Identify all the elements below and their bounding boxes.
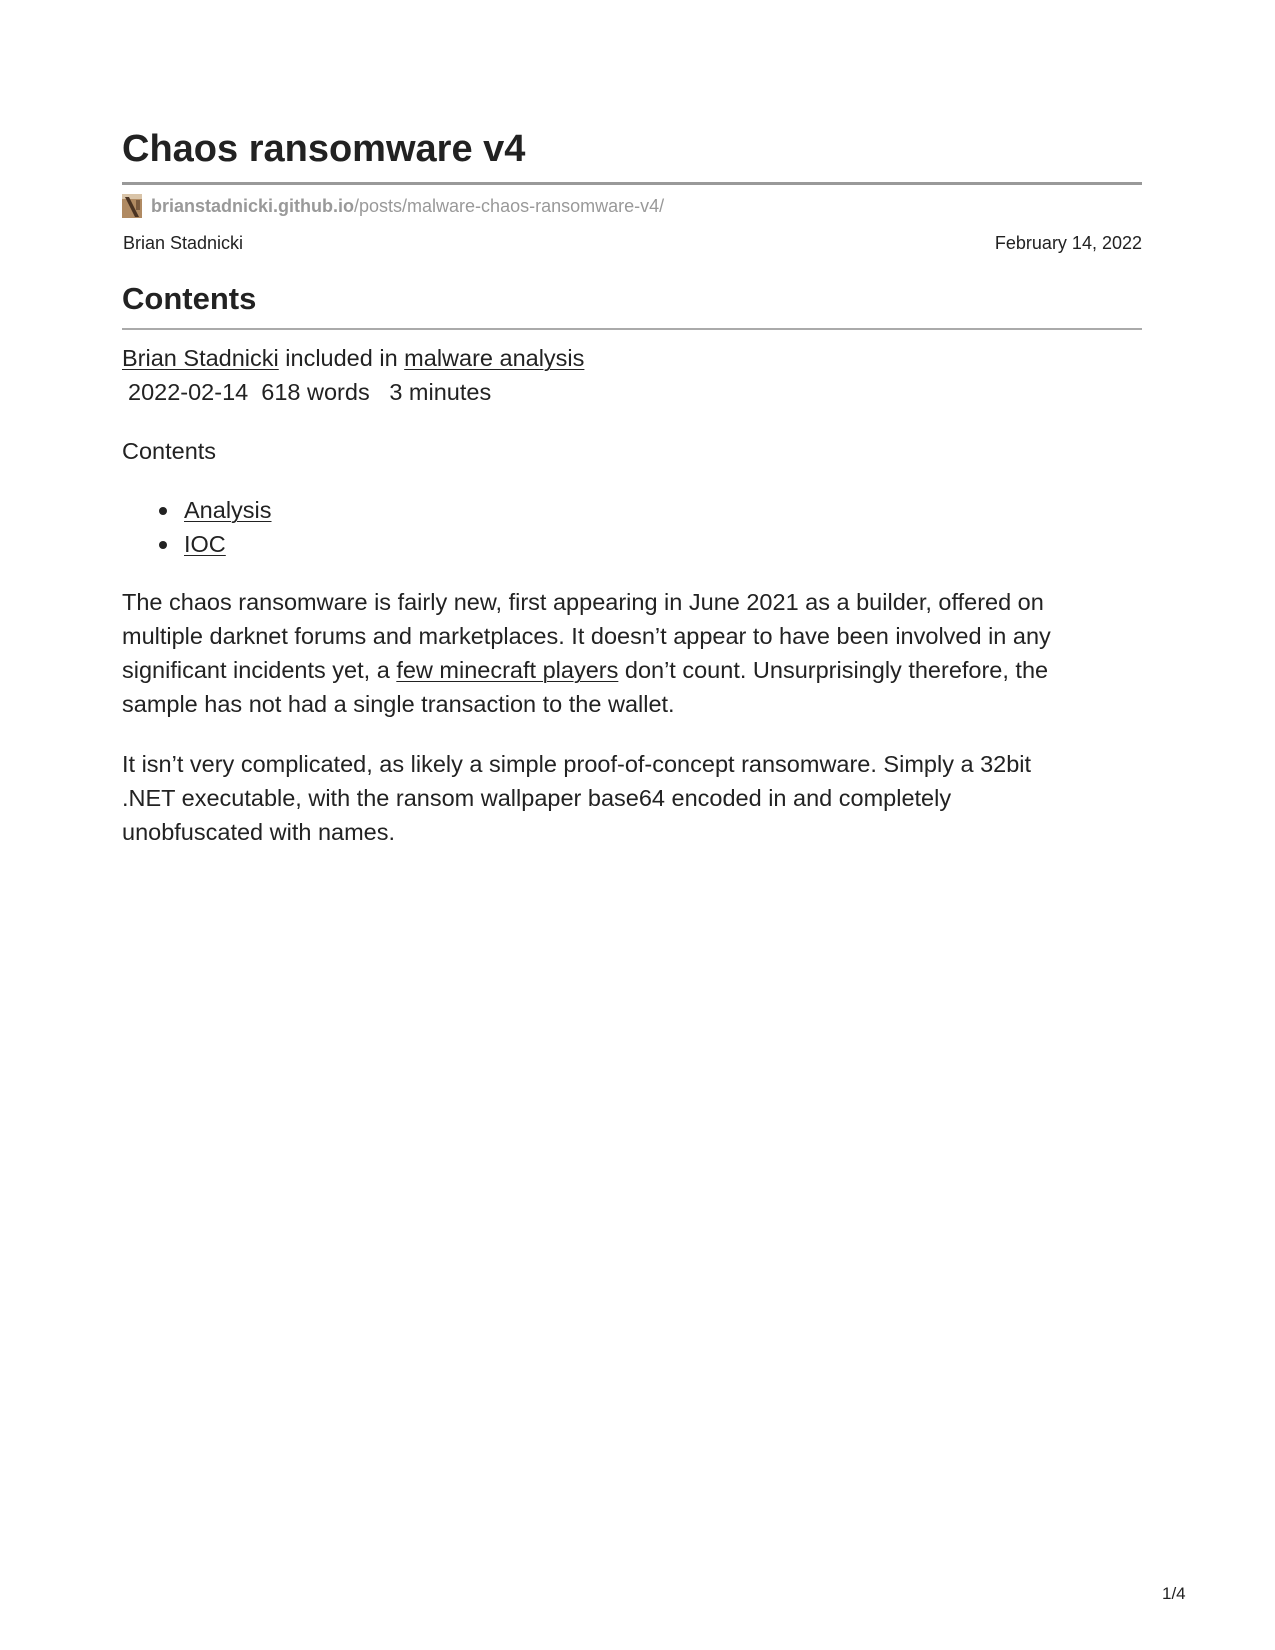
paragraph-text: significant incidents yet, a bbox=[122, 657, 397, 683]
byline-date: February 14, 2022 bbox=[994, 233, 1142, 253]
included-in-text: included in bbox=[285, 345, 398, 371]
post-date: 2022-02-14 bbox=[128, 379, 249, 405]
site-favicon-icon bbox=[122, 194, 142, 218]
toc-label: Contents bbox=[122, 438, 217, 464]
paragraph-line: sample has not had a single transaction to the wallet. bbox=[122, 691, 675, 717]
paragraph-line: multiple darknet forums and marketplaces. It doesn’t appear to have been involved in any bbox=[122, 623, 1051, 649]
intro-paragraph bbox=[122, 585, 1122, 721]
byline-author: Brian Stadnicki bbox=[123, 233, 244, 253]
toc-link-ioc[interactable]: IOC bbox=[184, 531, 226, 557]
title-divider bbox=[122, 182, 1142, 185]
contents-divider bbox=[122, 328, 1142, 330]
page-number: 1/4 bbox=[1162, 1584, 1186, 1603]
bullet-icon bbox=[159, 541, 167, 549]
read-time: 3 minutes bbox=[389, 379, 492, 405]
source-url[interactable] bbox=[122, 193, 664, 219]
article-title: Chaos ransomware v4 bbox=[122, 128, 526, 170]
paragraph-line: The chaos ransomware is fairly new, first appearing in June 2021 as a builder, offered on bbox=[122, 589, 1044, 615]
category-link[interactable]: malware analysis bbox=[404, 345, 585, 371]
source-path: /posts/malware-chaos-ransomware-v4/ bbox=[354, 195, 665, 216]
paragraph-line: unobfuscated with names. bbox=[122, 819, 396, 845]
post-stats-line bbox=[128, 375, 491, 409]
post-meta-line bbox=[122, 341, 584, 375]
bullet-icon bbox=[159, 507, 167, 515]
minecraft-players-link[interactable]: few minecraft players bbox=[396, 657, 619, 683]
word-count: 618 words bbox=[261, 379, 370, 405]
toc-link-analysis[interactable]: Analysis bbox=[184, 497, 272, 523]
paragraph-text: don’t count. Unsurprisingly therefore, the bbox=[618, 657, 1049, 683]
table-of-contents bbox=[122, 493, 272, 561]
contents-heading: Contents bbox=[122, 281, 257, 316]
toc-item bbox=[122, 527, 272, 561]
paragraph-line: .NET executable, with the ransom wallpaper base64 encoded in and completely bbox=[122, 785, 952, 811]
description-paragraph bbox=[122, 747, 1122, 849]
toc-item bbox=[122, 493, 272, 527]
paragraph-line: It isn’t very complicated, as likely a simple proof-of-concept ransomware. Simply a 32bit bbox=[122, 751, 1032, 777]
author-link[interactable]: Brian Stadnicki bbox=[122, 345, 279, 371]
source-domain: brianstadnicki.github.io bbox=[151, 195, 355, 216]
paragraph-line bbox=[122, 653, 1122, 687]
